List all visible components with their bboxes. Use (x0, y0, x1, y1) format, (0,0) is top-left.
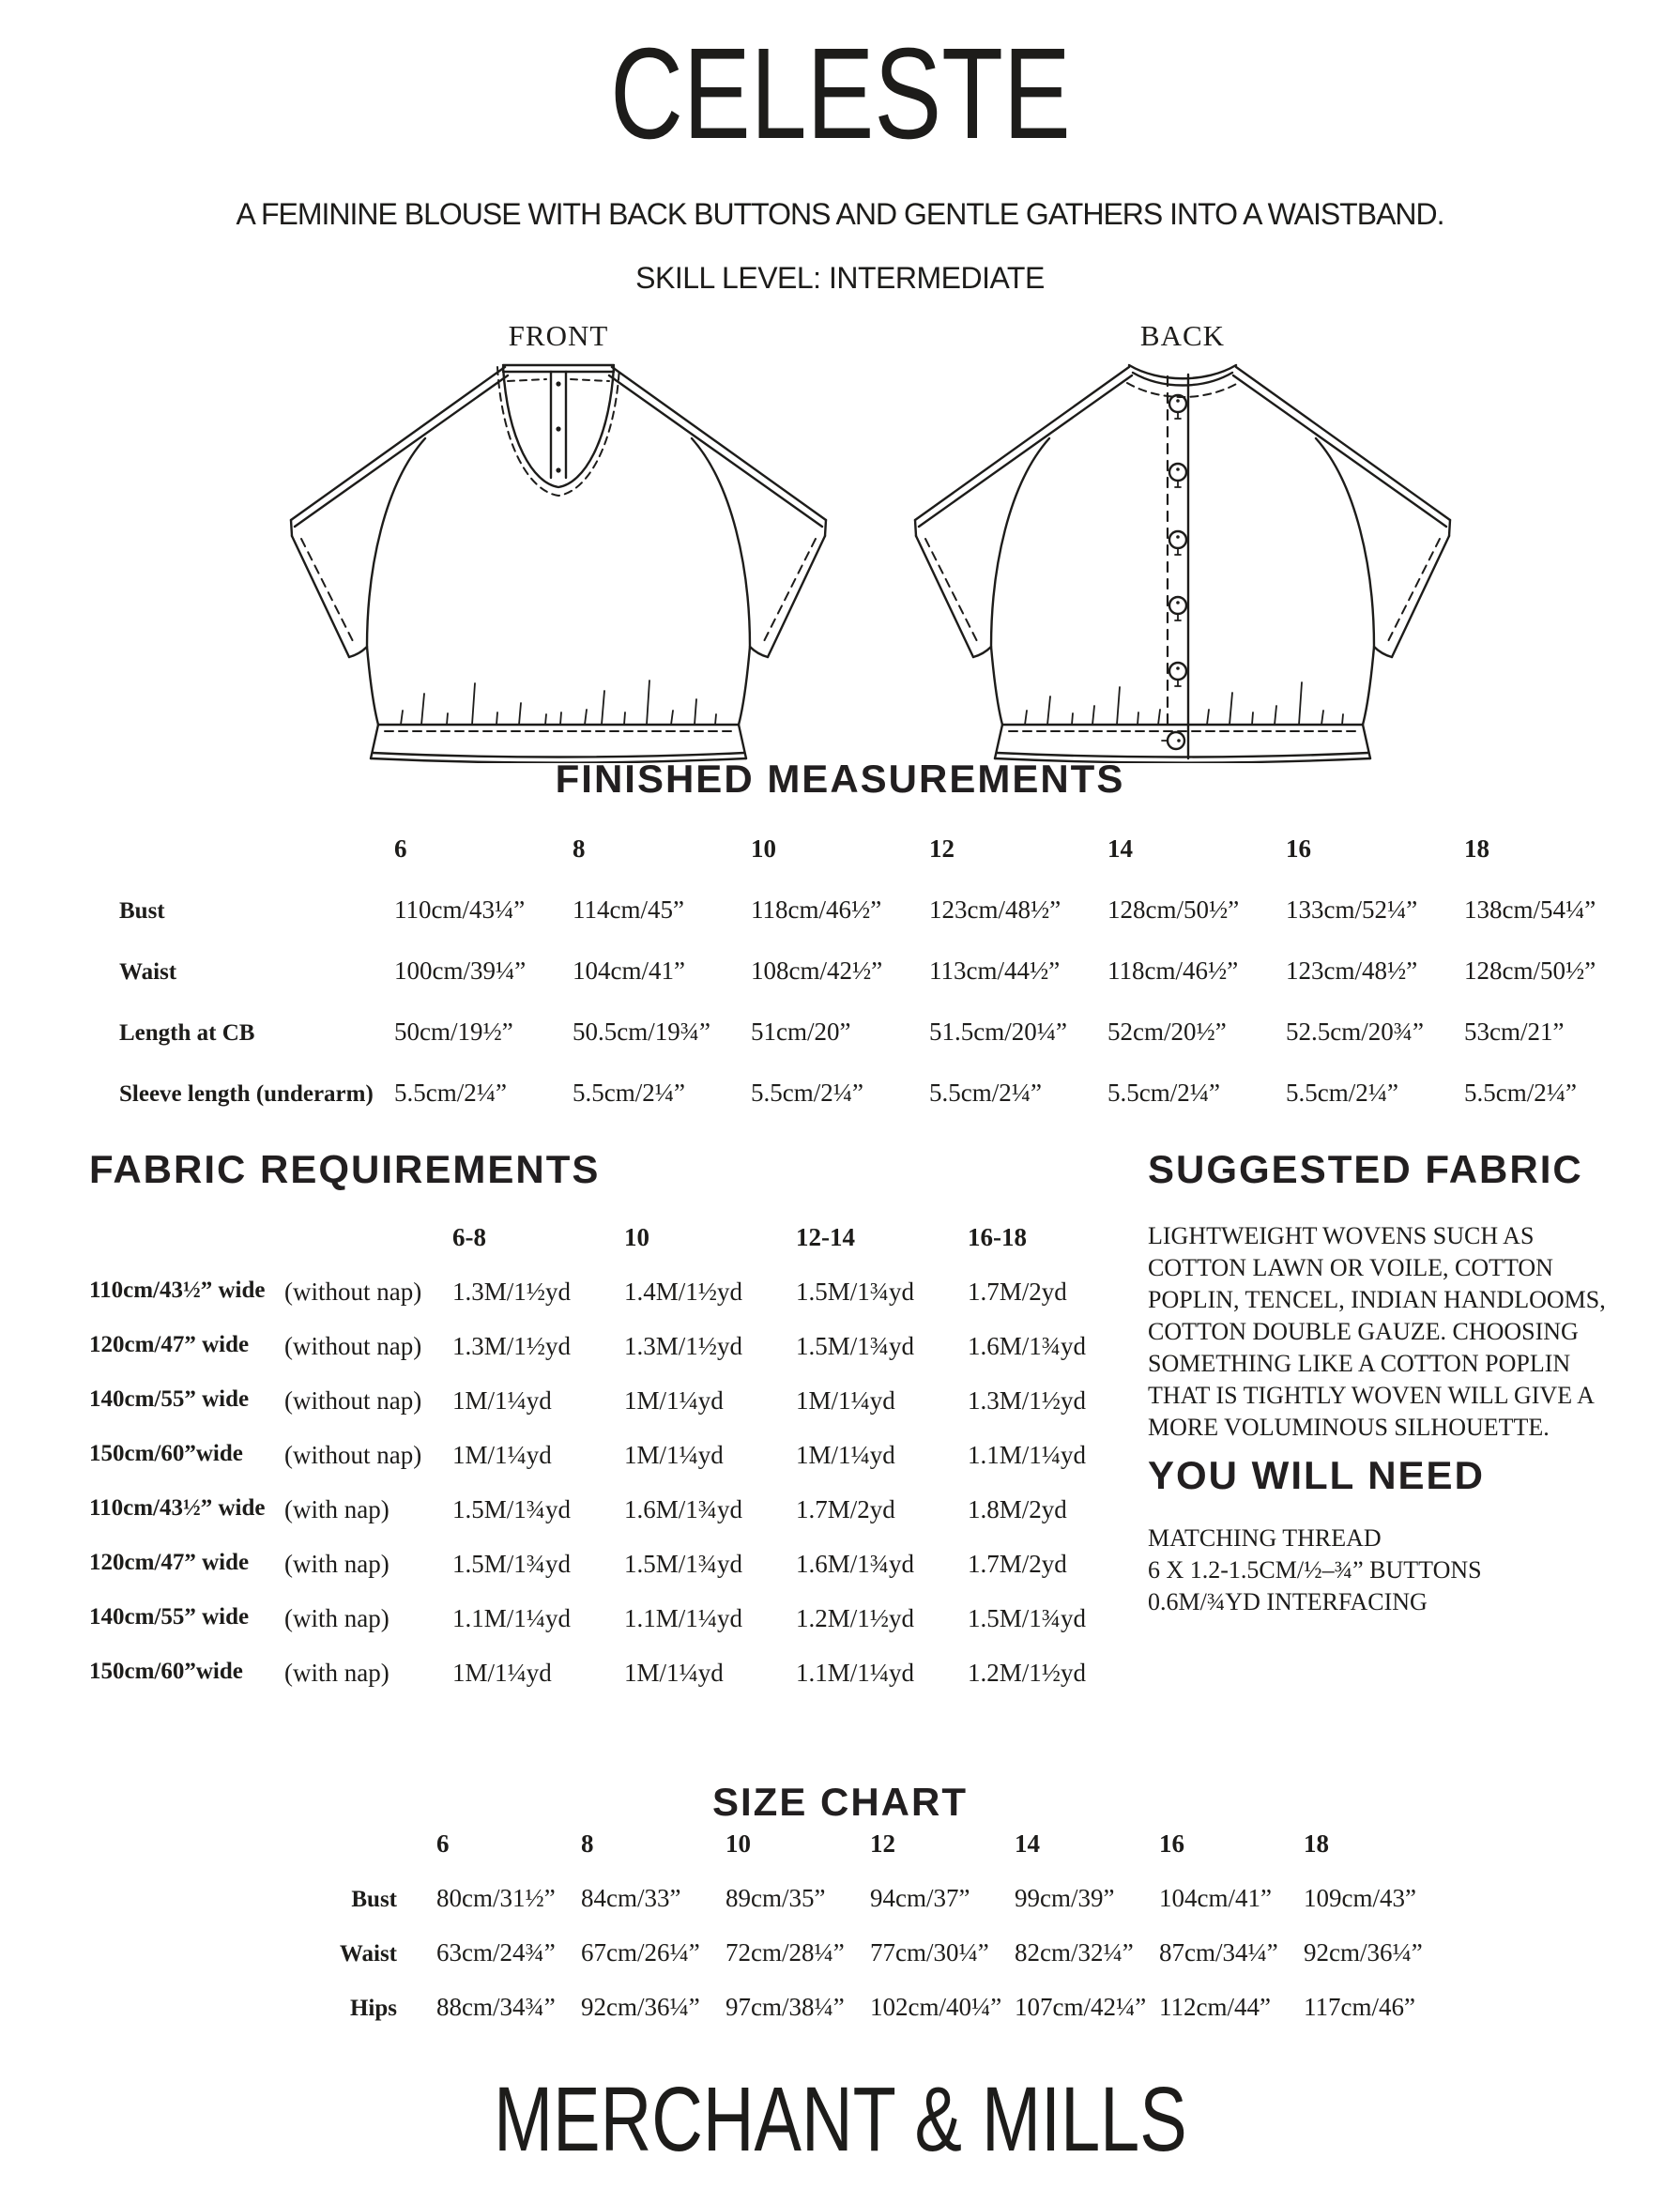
fr-row (89, 1307, 1139, 1361)
sc-cell: 107cm/42¼” (1015, 1993, 1147, 2021)
fr-size-header: 16-18 (968, 1223, 1027, 1251)
front-garment-illustration (267, 352, 849, 763)
page-title: CELESTE (609, 22, 1071, 166)
fr-cell: 1.3M/1½yd (624, 1332, 743, 1360)
sc-cell: 109cm/43” (1304, 1884, 1416, 1912)
fm-cell: 114cm/45” (573, 895, 684, 924)
fr-cell: 1M/1¼yd (796, 1441, 895, 1469)
sc-size-header: 16 (1159, 1829, 1184, 1858)
fr-cell: 1.6M/1¾yd (796, 1550, 915, 1578)
you-will-need-item: 6 X 1.2-1.5CM/½–¾” BUTTONS (1148, 1556, 1482, 1584)
suggested-fabric-line: COTTON DOUBLE GAUZE. CHOOSING (1148, 1318, 1579, 1345)
fr-cell: 1M/1¼yd (624, 1659, 724, 1687)
back-view-label: BACK (1139, 319, 1226, 352)
fm-size-header: 12 (929, 834, 955, 863)
fr-row-nap: (without nap) (284, 1386, 422, 1415)
fm-cell: 108cm/42½” (751, 957, 883, 985)
sc-size-header: 12 (870, 1829, 895, 1858)
suggested-fabric-line: POPLIN, TENCEL, INDIAN HANDLOOMS, (1148, 1286, 1606, 1313)
fm-size-header: 8 (573, 834, 586, 863)
fm-cell: 110cm/43¼” (394, 895, 526, 924)
sc-cell: 82cm/32¼” (1015, 1938, 1134, 1967)
fr-row (89, 1524, 1139, 1579)
sc-cell: 84cm/33” (581, 1884, 681, 1912)
sc-cell: 80cm/31½” (436, 1884, 556, 1912)
fr-cell: 1.2M/1½yd (796, 1604, 915, 1632)
sc-cell: 104cm/41” (1159, 1884, 1272, 1912)
back-gathers (1025, 682, 1343, 725)
fm-size-header: 10 (751, 834, 776, 863)
sc-cell: 99cm/39” (1015, 1884, 1115, 1912)
fm-cell: 50.5cm/19¾” (573, 1018, 710, 1046)
fr-row-label: 120cm/47” wide (89, 1550, 250, 1575)
fm-cell: 52.5cm/20¾” (1286, 1018, 1424, 1046)
fm-row (119, 864, 1642, 925)
sc-cell: 92cm/36¼” (1304, 1938, 1423, 1967)
suggested-fabric-line: MORE VOLUMINOUS SILHOUETTE. (1148, 1414, 1550, 1441)
fm-cell: 104cm/41” (573, 957, 685, 985)
suggested-fabric-heading: SUGGESTED FABRIC (1148, 1147, 1583, 1191)
fr-cell: 1M/1¼yd (452, 1441, 552, 1469)
sc-row-label: Waist (339, 1941, 397, 1967)
fr-cell: 1M/1¼yd (452, 1659, 552, 1687)
back-buttons (1162, 395, 1186, 749)
suggested-fabric-line: SOMETHING LIKE A COTTON POPLIN (1148, 1350, 1571, 1377)
sc-size-header: 14 (1015, 1829, 1040, 1858)
fm-row (119, 1047, 1642, 1108)
fm-cell: 118cm/46½” (1107, 957, 1239, 985)
fr-cell: 1M/1¼yd (624, 1441, 724, 1469)
fr-row-nap: (with nap) (284, 1550, 389, 1578)
fr-row-nap: (without nap) (284, 1441, 422, 1469)
sc-row (225, 1859, 1448, 1913)
fr-row (89, 1361, 1139, 1416)
fr-row (89, 1633, 1139, 1688)
fr-cell: 1M/1¼yd (624, 1386, 724, 1415)
fm-cell: 138cm/54¼” (1464, 895, 1596, 924)
fr-cell: 1.1M/1¼yd (796, 1659, 915, 1687)
fm-row (119, 925, 1642, 986)
fr-row-label: 110cm/43½” wide (89, 1278, 266, 1303)
suggested-fabric-line: LIGHTWEIGHT WOVENS SUCH AS (1148, 1222, 1535, 1249)
you-will-need-item: 0.6M/¾YD INTERFACING (1148, 1588, 1428, 1615)
fr-cell: 1M/1¼yd (452, 1386, 552, 1415)
fr-row (89, 1416, 1139, 1470)
fr-cell: 1.1M/1¼yd (624, 1604, 743, 1632)
fm-cell: 5.5cm/2¼” (1464, 1079, 1577, 1107)
fm-size-header: 6 (394, 834, 407, 863)
fm-size-header: 16 (1286, 834, 1311, 863)
fr-row-label: 110cm/43½” wide (89, 1495, 266, 1521)
sc-cell: 77cm/30¼” (870, 1938, 989, 1967)
fr-row-label: 140cm/55” wide (89, 1386, 250, 1412)
sc-row (225, 1967, 1448, 2022)
size-chart-table (225, 1812, 1448, 2022)
front-neck-placket (551, 372, 566, 478)
fr-cell: 1.1M/1¼yd (968, 1441, 1087, 1469)
front-gathers (401, 681, 716, 725)
sc-size-header: 8 (581, 1829, 594, 1858)
fm-cell: 123cm/48½” (1286, 957, 1418, 985)
fr-cell: 1.5M/1¾yd (968, 1604, 1087, 1632)
fr-cell: 1.5M/1¾yd (624, 1550, 743, 1578)
fr-row (89, 1470, 1139, 1524)
sc-cell: 102cm/40¼” (870, 1993, 1002, 2021)
suggested-fabric-line: COTTON LAWN OR VOILE, COTTON (1148, 1254, 1553, 1281)
fr-row-nap: (without nap) (284, 1278, 422, 1306)
fr-row (89, 1579, 1139, 1633)
fm-size-header: 18 (1464, 834, 1489, 863)
fr-row (89, 1252, 1139, 1307)
fm-cell: 51cm/20” (751, 1018, 851, 1046)
back-neckline (1129, 365, 1236, 378)
fm-cell: 133cm/52¼” (1286, 895, 1418, 924)
sc-cell: 63cm/24¾” (436, 1938, 556, 1967)
fabric-requirements-table (89, 1203, 1139, 1688)
fm-cell: 51.5cm/20¼” (929, 1018, 1067, 1046)
fr-cell: 1.4M/1½yd (624, 1278, 743, 1306)
sc-cell: 112cm/44” (1159, 1993, 1271, 2021)
fm-cell: 52cm/20½” (1107, 1018, 1227, 1046)
suggested-fabric-line: THAT IS TIGHTLY WOVEN WILL GIVE A (1148, 1382, 1595, 1409)
fm-cell: 5.5cm/2¼” (1286, 1079, 1398, 1107)
fm-cell: 53cm/21” (1464, 1018, 1565, 1046)
sc-size-header: 10 (725, 1829, 751, 1858)
fm-cell: 5.5cm/2¼” (394, 1079, 507, 1107)
fm-cell: 100cm/39¼” (394, 957, 527, 985)
fm-row-label: Sleeve length (underarm) (119, 1081, 374, 1107)
fr-cell: 1.3M/1½yd (968, 1386, 1087, 1415)
pattern-description: A FEMININE BLOUSE WITH BACK BUTTONS AND GENTLE GATHERS INTO A WAISTBAND. (236, 197, 1444, 231)
sc-cell: 67cm/26¼” (581, 1938, 700, 1967)
fr-size-header: 10 (624, 1223, 649, 1251)
front-view-label: FRONT (508, 319, 609, 352)
sc-cell: 72cm/28¼” (725, 1938, 845, 1967)
sc-cell: 117cm/46” (1304, 1993, 1415, 2021)
sc-cell: 92cm/36¼” (581, 1993, 700, 2021)
fr-row-nap: (with nap) (284, 1604, 389, 1632)
you-will-need-item: MATCHING THREAD (1148, 1524, 1382, 1552)
fr-cell: 1.5M/1¾yd (452, 1495, 572, 1523)
back-garment-illustration (892, 352, 1474, 763)
sc-row-label: Bust (351, 1887, 397, 1912)
you-will-need-heading: YOU WILL NEED (1148, 1453, 1485, 1497)
fr-row-label: 150cm/60”wide (89, 1659, 243, 1684)
fm-row-label: Length at CB (119, 1020, 255, 1046)
fm-size-header: 14 (1107, 834, 1133, 863)
fr-row-label: 120cm/47” wide (89, 1332, 250, 1357)
fm-row (119, 986, 1642, 1047)
fm-cell: 118cm/46½” (751, 895, 882, 924)
fr-row-nap: (without nap) (284, 1332, 422, 1360)
fm-cell: 128cm/50½” (1464, 957, 1596, 985)
fr-cell: 1.6M/1¾yd (624, 1495, 743, 1523)
finished-measurements-table (119, 807, 1642, 1108)
sc-size-header: 6 (436, 1829, 450, 1858)
fm-cell: 5.5cm/2¼” (573, 1079, 685, 1107)
fr-cell: 1.3M/1½yd (452, 1278, 572, 1306)
fr-cell: 1.7M/2yd (968, 1550, 1067, 1578)
fr-cell: 1.5M/1¾yd (796, 1278, 915, 1306)
fr-row-label: 150cm/60”wide (89, 1441, 243, 1466)
fm-cell: 5.5cm/2¼” (929, 1079, 1042, 1107)
fm-row-label: Bust (119, 898, 165, 924)
size-chart-heading: SIZE CHART (712, 1780, 968, 1824)
fr-cell: 1.5M/1¾yd (452, 1550, 572, 1578)
fr-row-nap: (with nap) (284, 1659, 389, 1687)
fr-size-header-row (89, 1203, 1139, 1252)
fm-cell: 50cm/19½” (394, 1018, 513, 1046)
front-left-half (291, 367, 508, 725)
fr-size-header: 6-8 (452, 1223, 486, 1251)
sc-row (225, 1913, 1448, 1967)
sc-cell: 87cm/34¼” (1159, 1938, 1278, 1967)
sc-row-label: Hips (349, 1996, 397, 2021)
sc-size-header-row (225, 1812, 1448, 1859)
brand-logo: MERCHANT & MILLS (493, 2068, 1187, 2170)
skill-level: SKILL LEVEL: INTERMEDIATE (635, 261, 1045, 295)
fr-cell: 1.2M/1½yd (968, 1659, 1087, 1687)
fr-cell: 1.8M/2yd (968, 1495, 1067, 1523)
fr-cell: 1.7M/2yd (796, 1495, 895, 1523)
fr-cell: 1M/1¼yd (796, 1386, 895, 1415)
fm-cell: 128cm/50½” (1107, 895, 1240, 924)
sc-cell: 97cm/38¼” (725, 1993, 845, 2021)
sc-cell: 88cm/34¾” (436, 1993, 556, 2021)
finished-measurements-heading: FINISHED MEASUREMENTS (555, 757, 1125, 801)
fr-cell: 1.1M/1¼yd (452, 1604, 572, 1632)
fm-cell: 5.5cm/2¼” (1107, 1079, 1220, 1107)
back-button-placket (1168, 375, 1188, 758)
fm-size-header-row (119, 807, 1642, 864)
sc-cell: 94cm/37” (870, 1884, 970, 1912)
fr-cell: 1.5M/1¾yd (796, 1332, 915, 1360)
fr-cell: 1.7M/2yd (968, 1278, 1067, 1306)
fm-row-label: Waist (119, 959, 177, 985)
fr-cell: 1.3M/1½yd (452, 1332, 572, 1360)
fabric-requirements-heading: FABRIC REQUIREMENTS (89, 1147, 601, 1191)
suggested-fabric-text (1148, 1220, 1606, 1444)
fm-cell: 113cm/44½” (929, 957, 1061, 985)
fr-row-nap: (with nap) (284, 1495, 389, 1523)
fr-row-label: 140cm/55” wide (89, 1604, 250, 1630)
fm-cell: 123cm/48½” (929, 895, 1061, 924)
you-will-need-list (1148, 1523, 1482, 1618)
sc-size-header: 18 (1304, 1829, 1329, 1858)
fm-cell: 5.5cm/2¼” (751, 1079, 863, 1107)
fr-size-header: 12-14 (796, 1223, 855, 1251)
back-left-half (915, 367, 1132, 725)
sc-cell: 89cm/35” (725, 1884, 826, 1912)
fr-cell: 1.6M/1¾yd (968, 1332, 1087, 1360)
